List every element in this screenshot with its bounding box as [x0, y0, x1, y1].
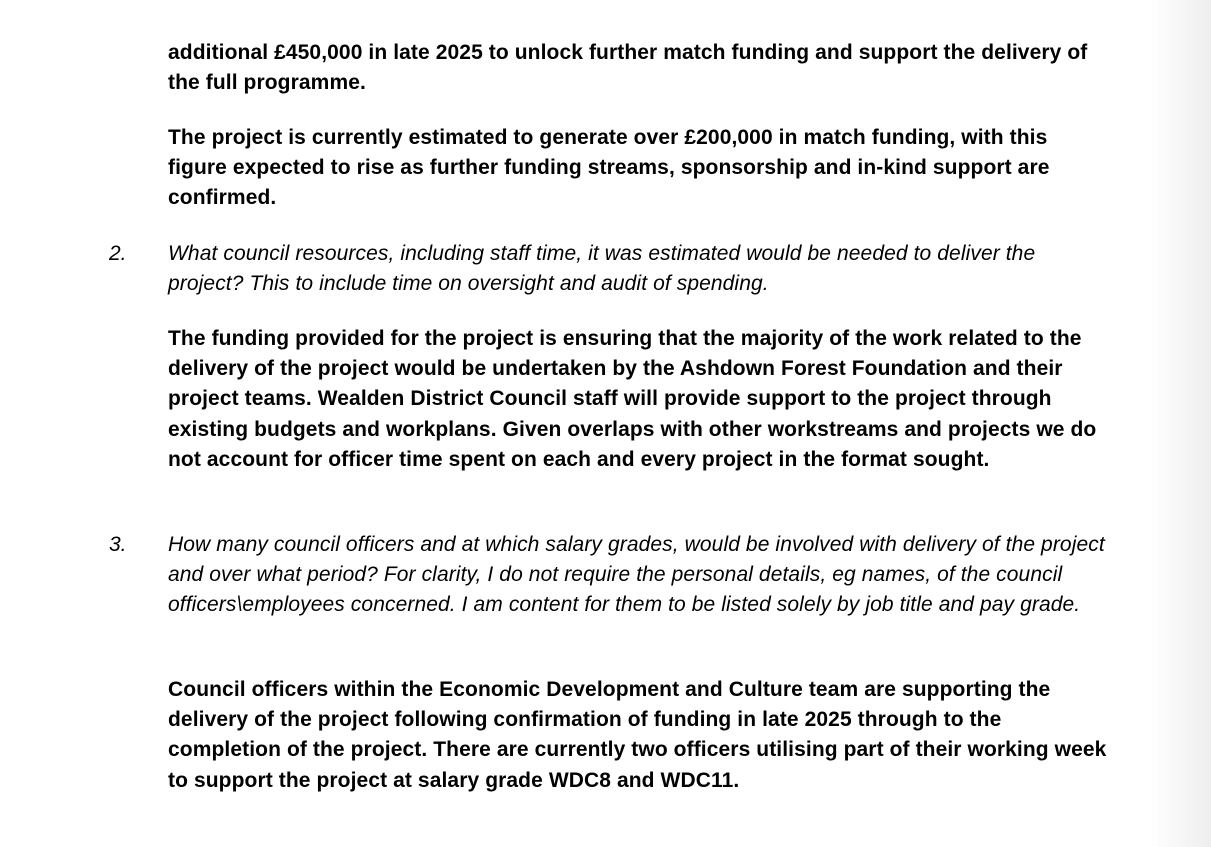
- answer-3-text: Council officers within the Economic Development and Culture team are supporting the delivery of the project following confirmation of funding in late 2025 through to the completion of the project. There are currently two officers utilising part of their working week to support the project at salary grade WDC8 and WDC11.: [168, 678, 1107, 792]
- answer-1-match-funding: The project is currently estimated to generate over £200,000 in match funding, with this figure expected to rise as further funding streams, sponsorship and in-kind support are confirmed.: [168, 126, 1050, 210]
- question-3-text: How many council officers and at which salary grades, would be involved with delivery of the project and over what period? For clarity, I do not require the personal details, eg names, of the council officers\employees concerned. I am content for them to be listed solely by job title and pay grade.: [168, 533, 1105, 617]
- answer-2-text: The funding provided for the project is ensuring that the majority of the work related to the delivery of the project would be undertaken by the Ashdown Forest Foundation and their project teams. Wealden District Council staff will provide support to the project through existing budgets and workplans. Given overlaps with other workstreams and projects we do not account for officer time spent on each and every project in the format sought.: [168, 327, 1097, 471]
- question-2-text: What council resources, including staff time, it was estimated would be needed to deliver the project? This to include time on oversight and audit of spending.: [168, 242, 1036, 296]
- question-2-number: 2.: [109, 242, 127, 265]
- page-edge-shadow: [1151, 0, 1211, 847]
- question-3-number: 3.: [109, 533, 127, 556]
- answer-1-continued: additional £450,000 in late 2025 to unlock further match funding and support the delivery of the full programme.: [168, 41, 1088, 95]
